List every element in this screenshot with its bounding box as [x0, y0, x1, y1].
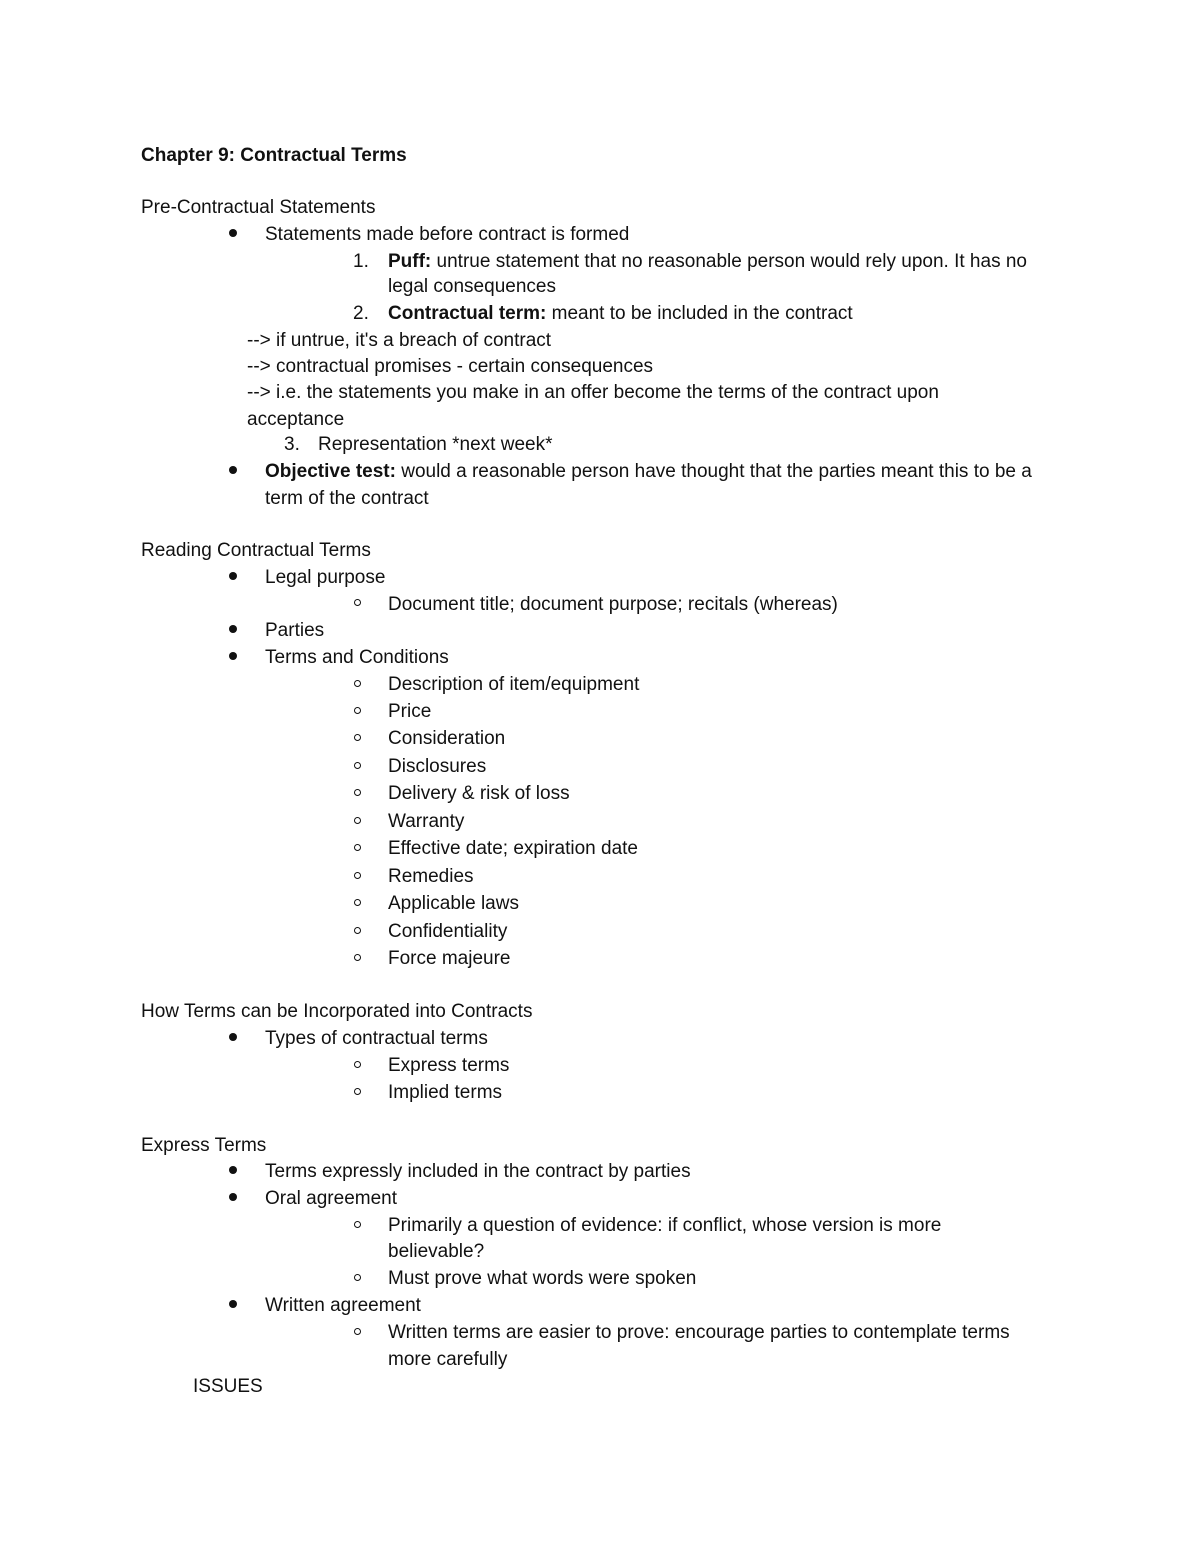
- sub-bullet-circle: [354, 789, 361, 796]
- section-heading-incorporated: How Terms can be Incorporated into Contracts: [141, 1001, 533, 1022]
- list-item: [388, 303, 853, 325]
- sub-bullet-circle: [354, 1274, 361, 1281]
- section-heading-reading: Reading Contractual Terms: [141, 540, 371, 561]
- sub-list-item-continuation: more carefully: [388, 1349, 508, 1370]
- list-number: 1.: [353, 251, 369, 272]
- bullet-dot: [229, 625, 237, 633]
- list-item-continuation: term of the contract: [265, 488, 429, 509]
- chapter-title: Chapter 9: Contractual Terms: [141, 145, 407, 166]
- sub-list-item: Warranty: [388, 811, 465, 832]
- term-label: Puff:: [388, 251, 432, 272]
- section-heading-pre-contractual: Pre-Contractual Statements: [141, 197, 376, 218]
- sub-bullet-circle: [354, 734, 361, 741]
- sub-list-item: Primarily a question of evidence: if conflict, whose version is more: [388, 1215, 942, 1236]
- arrow-note: --> if untrue, it's a breach of contract: [247, 330, 552, 351]
- sub-list-item: Written terms are easier to prove: encourage parties to contemplate terms: [388, 1322, 1010, 1343]
- list-item: Terms expressly included in the contract by parties: [265, 1161, 691, 1182]
- sub-bullet-circle: [354, 1221, 361, 1228]
- sub-bullet-circle: [354, 1088, 361, 1095]
- term-label: Contractual term:: [388, 303, 547, 324]
- sub-list-item: Effective date; expiration date: [388, 838, 638, 859]
- sub-bullet-circle: [354, 927, 361, 934]
- sub-bullet-circle: [354, 817, 361, 824]
- list-item: Representation *next week*: [318, 434, 553, 455]
- sub-bullet-circle: [354, 762, 361, 769]
- sub-list-item: Delivery & risk of loss: [388, 783, 570, 804]
- list-item: Statements made before contract is formed: [265, 224, 630, 245]
- sub-bullet-circle: [354, 599, 361, 606]
- bullet-dot: [229, 572, 237, 580]
- arrow-note-continuation: acceptance: [247, 409, 345, 430]
- sub-bullet-circle: [354, 1061, 361, 1068]
- bullet-dot: [229, 1193, 237, 1201]
- sub-list-item: Disclosures: [388, 756, 487, 777]
- list-item: [265, 461, 1032, 483]
- sub-list-item: Confidentiality: [388, 921, 508, 942]
- sub-bullet-circle: [354, 680, 361, 687]
- list-number: 2.: [353, 303, 369, 324]
- sub-list-item: Force majeure: [388, 948, 511, 969]
- term-text: untrue statement that no reasonable person would rely upon. It has no: [431, 251, 1027, 272]
- arrow-note: --> i.e. the statements you make in an offer become the terms of the contract upon: [247, 382, 939, 403]
- list-item: [388, 251, 1027, 273]
- term-text: would a reasonable person have thought that the parties meant this to be a: [395, 461, 1032, 482]
- bullet-dot: [229, 1033, 237, 1041]
- section-heading-express: Express Terms: [141, 1135, 267, 1156]
- bullet-dot: [229, 1300, 237, 1308]
- list-item: Parties: [265, 620, 325, 641]
- sub-list-item: Must prove what words were spoken: [388, 1268, 697, 1289]
- bullet-dot: [229, 466, 237, 474]
- sub-bullet-circle: [354, 707, 361, 714]
- sub-list-item: Express terms: [388, 1055, 510, 1076]
- sub-list-item: Implied terms: [388, 1082, 503, 1103]
- list-item: Terms and Conditions: [265, 647, 449, 668]
- bullet-dot: [229, 1166, 237, 1174]
- list-item: Oral agreement: [265, 1188, 398, 1209]
- sub-bullet-circle: [354, 954, 361, 961]
- bullet-dot: [229, 229, 237, 237]
- sub-list-item: Document title; document purpose; recitals (whereas): [388, 594, 838, 615]
- sub-list-item: Price: [388, 701, 432, 722]
- sub-bullet-circle: [354, 899, 361, 906]
- list-number: 3.: [284, 434, 300, 455]
- sub-list-item: Applicable laws: [388, 893, 519, 914]
- sub-list-item: Consideration: [388, 728, 506, 749]
- sub-list-item-continuation: believable?: [388, 1241, 485, 1262]
- issues-label: ISSUES: [193, 1376, 263, 1397]
- list-item: Written agreement: [265, 1295, 421, 1316]
- term-text: meant to be included in the contract: [546, 303, 853, 324]
- sub-bullet-circle: [354, 1328, 361, 1335]
- sub-bullet-circle: [354, 872, 361, 879]
- arrow-note: --> contractual promises - certain consequences: [247, 356, 654, 377]
- sub-list-item: Remedies: [388, 866, 474, 887]
- list-item: Legal purpose: [265, 567, 386, 588]
- term-label: Objective test:: [265, 461, 396, 482]
- list-item-continuation: legal consequences: [388, 276, 556, 297]
- bullet-dot: [229, 652, 237, 660]
- sub-bullet-circle: [354, 844, 361, 851]
- list-item: Types of contractual terms: [265, 1028, 488, 1049]
- sub-list-item: Description of item/equipment: [388, 674, 640, 695]
